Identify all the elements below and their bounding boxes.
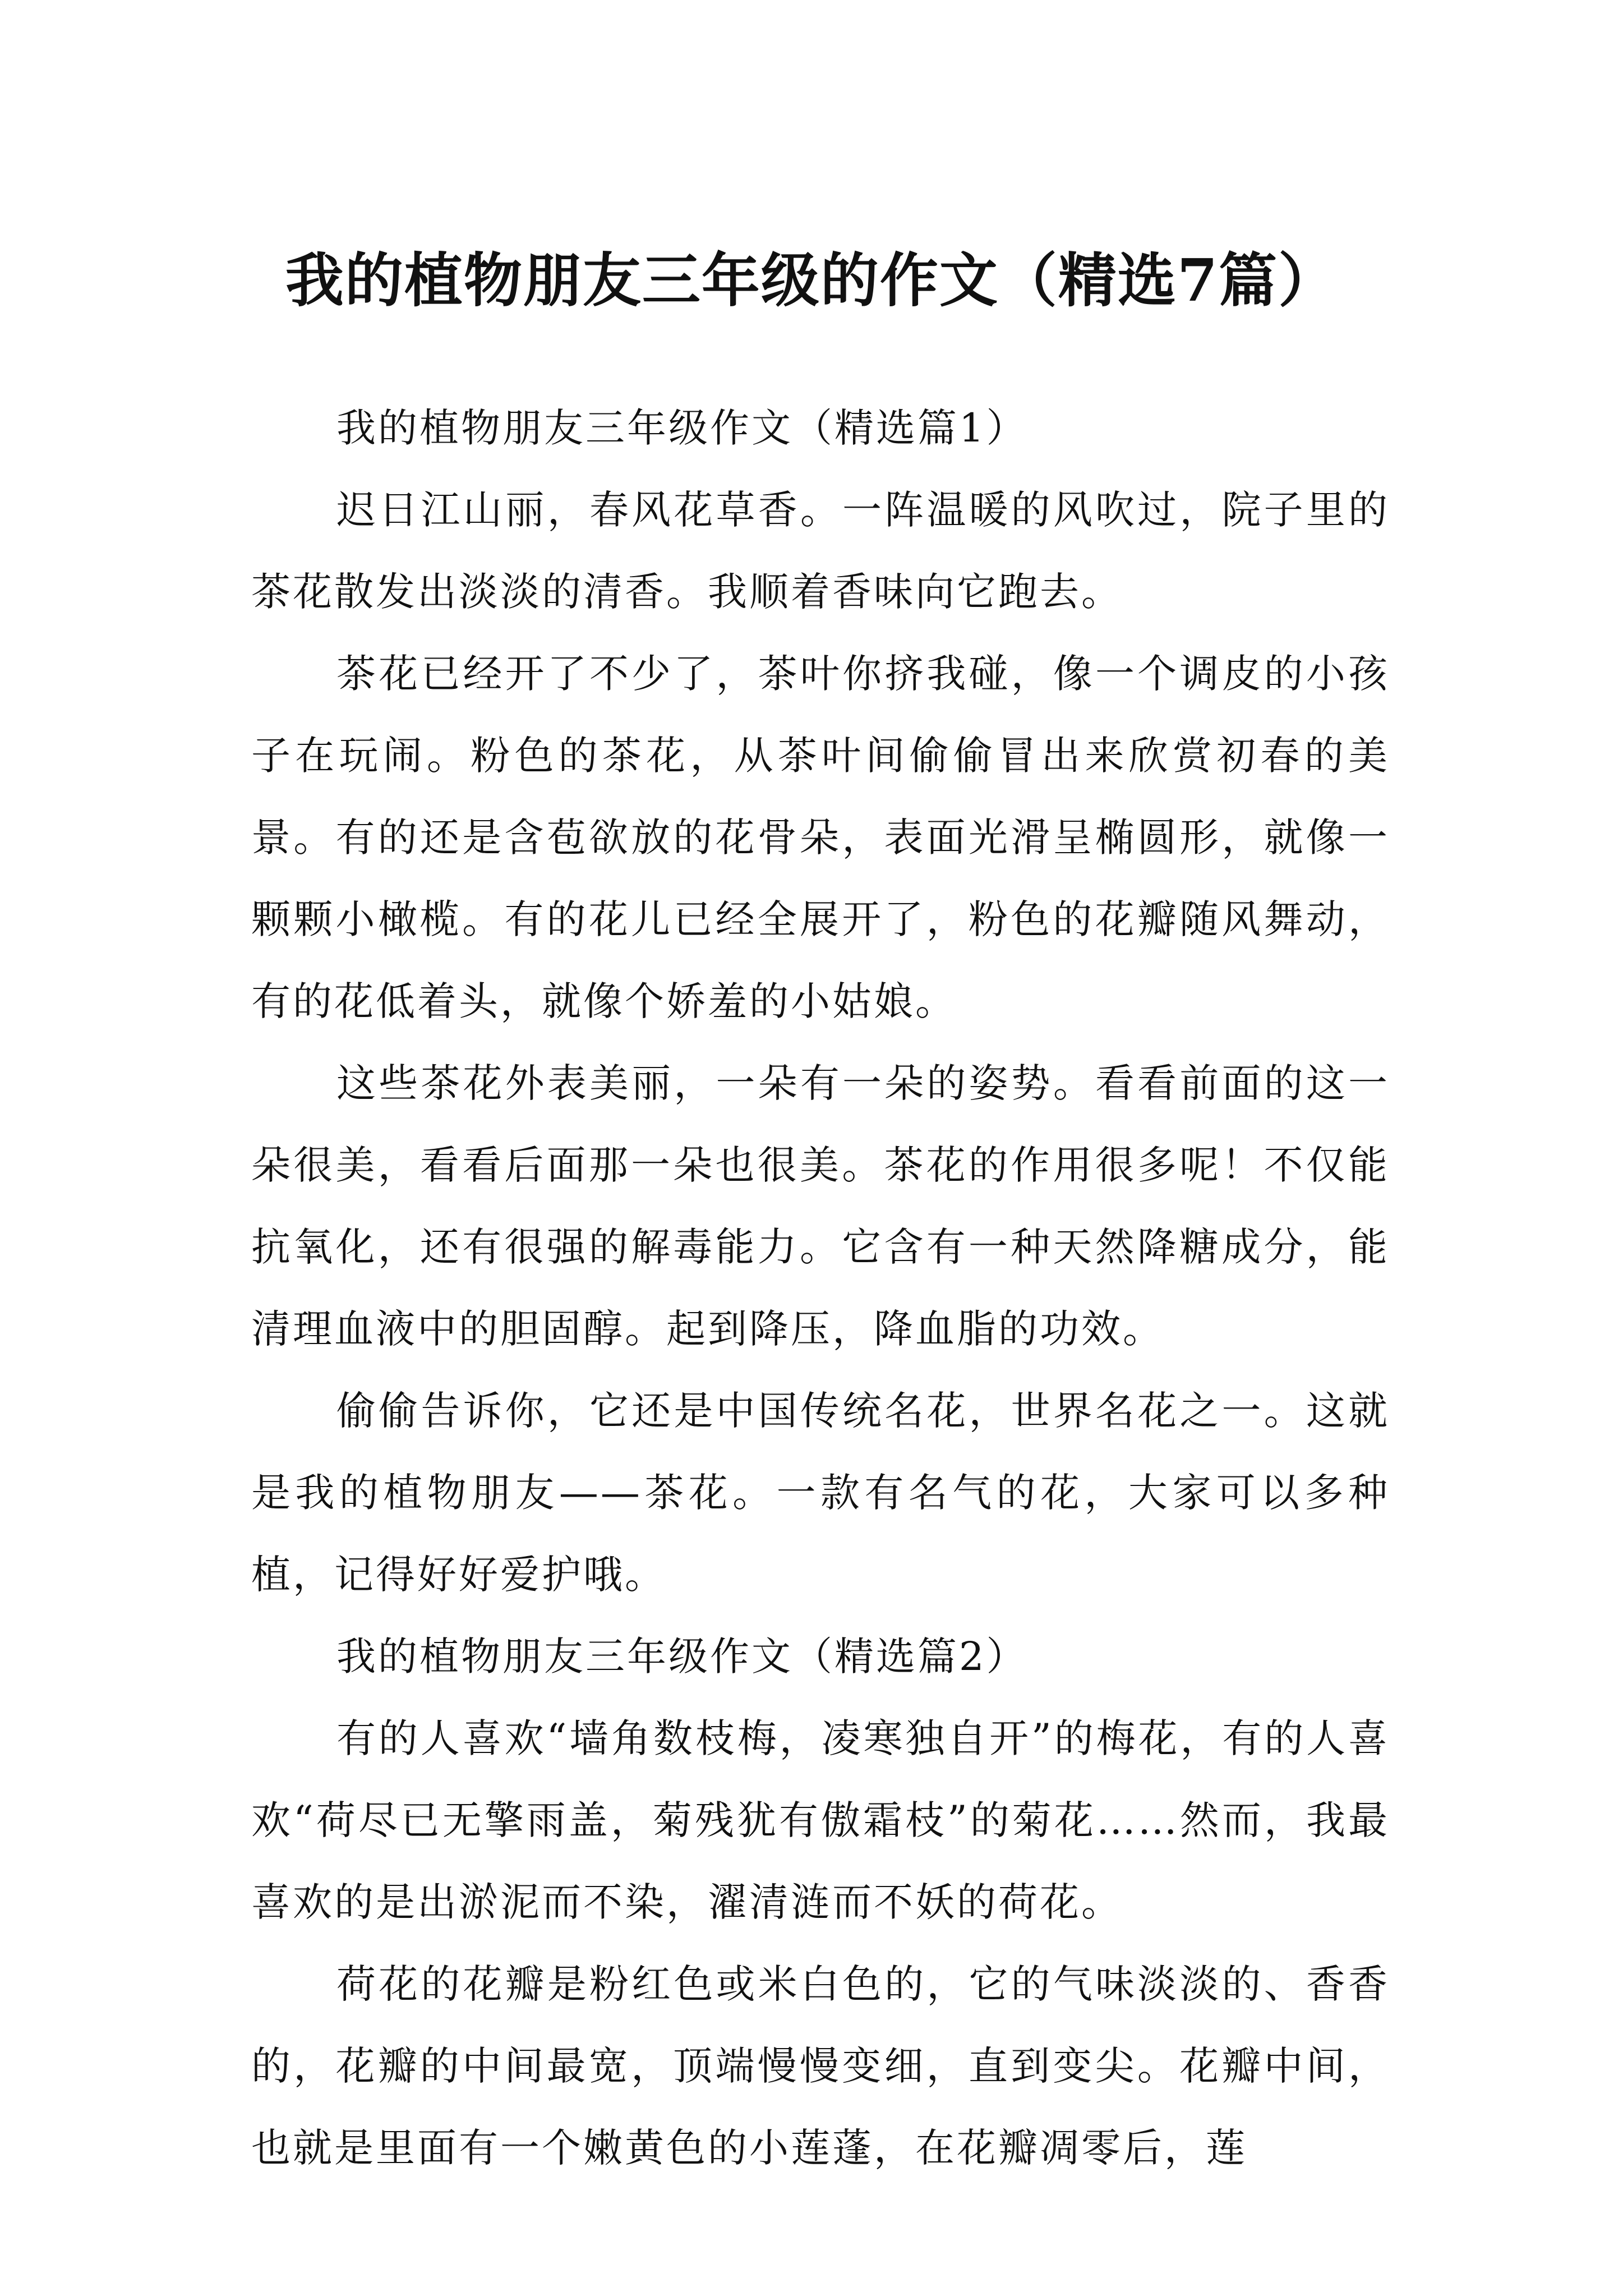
paragraph: 偷偷告诉你，它还是中国传统名花，世界名花之一。这就是我的植物朋友——茶花。一款有名气的花，大家可以多种植，记得好好爱护哦。: [251, 1388, 1390, 1598]
paragraph: 有的人喜欢“墙角数枝梅，凌寒独自开”的梅花，有的人喜欢“荷尽已无擎雨盖，菊残犹有傲霜枝”的菊花……然而，我最喜欢的是出淤泥而不染，濯清涟而不妖的荷花。: [251, 1715, 1390, 1925]
paragraph: 这些茶花外表美丽，一朵有一朵的姿势。看看前面的这一朵很美，看看后面那一朵也很美。茶花的作用很多呢！不仅能抗氧化，还有很强的解毒能力。它含有一种天然降糖成分，能清理血液中的胆固醇。起到降压，降血脂的功效。: [251, 1060, 1390, 1352]
document-body: [251, 387, 1390, 2189]
section-heading-2: 我的植物朋友三年级作文（精选篇2）: [336, 1634, 1028, 1680]
document-title: 我的植物朋友三年级的作文（精选7篇）: [285, 245, 1338, 315]
paragraph: 荷花的花瓣是粉红色或米白色的，它的气味淡淡的、香香的，花瓣的中间最宽，顶端慢慢变细，直到变尖。花瓣中间，也就是里面有一个嫩黄色的小莲蓬，在花瓣凋零后，莲: [251, 1961, 1390, 2171]
section-heading-1: 我的植物朋友三年级作文（精选篇1）: [336, 405, 1028, 451]
paragraph: 迟日江山丽，春风花草香。一阵温暖的风吹过，院子里的茶花散发出淡淡的清香。我顺着香味向它跑去。: [251, 487, 1390, 615]
paragraph: 茶花已经开了不少了，茶叶你挤我碰，像一个调皮的小孩子在玩闹。粉色的茶花，从茶叶间偷偷冒出来欣赏初春的美景。有的还是含苞欲放的花骨朵，表面光滑呈椭圆形，就像一颗颗小橄榄。有的花儿已经全展开了，粉色的花瓣随风舞动，有的花低着头，就像个娇羞的小姑娘。: [251, 651, 1390, 1024]
